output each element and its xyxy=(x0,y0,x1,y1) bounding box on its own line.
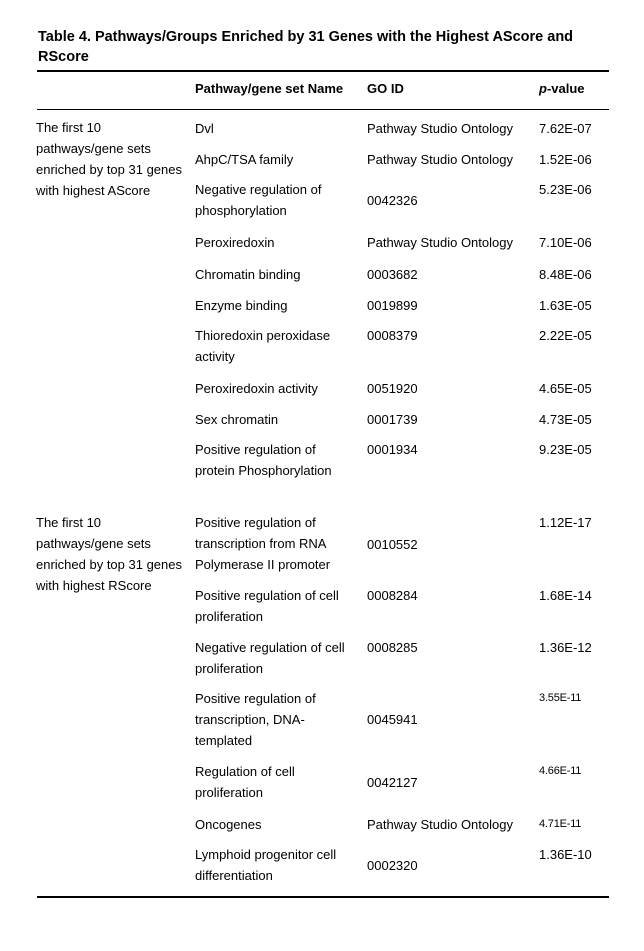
table-row-go-id: 0008285 xyxy=(367,640,418,655)
table-row-p-value: 1.63E-05 xyxy=(539,298,592,313)
table-row-name: Lymphoid progenitor cell differentiation xyxy=(195,847,337,883)
header-rule xyxy=(37,109,609,110)
table-row-name: Peroxiredoxin activity xyxy=(195,381,318,396)
table-row-p-value: 1.36E-12 xyxy=(539,640,592,655)
table-row-name: Peroxiredoxin xyxy=(195,235,275,250)
table-row-name: Positive regulation of cell proliferation xyxy=(195,588,339,624)
table-row-go-id: 0008379 xyxy=(367,328,418,343)
table-row-go-id: 0042127 xyxy=(367,775,418,790)
table-row-p-value: 4.73E-05 xyxy=(539,412,592,427)
table-row-name: Positive regulation of transcription from RNA Polymerase II promoter xyxy=(195,515,331,572)
table-row-name: Regulation of cell proliferation xyxy=(195,764,295,800)
header-p-suffix: -value xyxy=(546,81,585,96)
table-row-go-id: 0001934 xyxy=(367,442,418,457)
table-row-p-value: 8.48E-06 xyxy=(539,267,592,282)
header-p-value xyxy=(539,80,585,98)
table-row-go-id: 0010552 xyxy=(367,537,418,552)
table-row-p-value: 4.71E-11 xyxy=(539,818,582,830)
table-row-go-id: Pathway Studio Ontology xyxy=(367,152,513,167)
table-row-name: Oncogenes xyxy=(195,817,262,832)
table-row-name: AhpC/TSA family xyxy=(195,152,294,167)
table-row-name: Positive regulation of protein Phosphorylation xyxy=(195,442,332,478)
table-row-go-id: Pathway Studio Ontology xyxy=(367,121,513,136)
table-row-name: Sex chromatin xyxy=(195,412,279,427)
table-row-name: Negative regulation of phosphorylation xyxy=(195,182,322,218)
table-caption: Table 4. Pathways/Groups Enriched by 31 Genes with the Highest AScore and RScore xyxy=(38,29,574,65)
group-label-ascore: The first 10 pathways/gene sets enriched by top 31 genes with highest AScore xyxy=(36,120,182,198)
header-go-id: GO ID xyxy=(367,81,404,96)
table-row-name: Chromatin binding xyxy=(195,267,301,282)
table-row-p-value: 4.65E-05 xyxy=(539,381,592,396)
table-row-p-value: 1.68E-14 xyxy=(539,588,592,603)
table-row-p-value: 7.10E-06 xyxy=(539,235,592,250)
table-row-name: Negative regulation of cell proliferation xyxy=(195,640,345,676)
table-row-name: Dvl xyxy=(195,121,214,136)
table-row-go-id: Pathway Studio Ontology xyxy=(367,235,513,250)
table-row-p-value: 3.55E-11 xyxy=(539,692,582,704)
table-row-p-value: 2.22E-05 xyxy=(539,328,592,343)
table-row-p-value: 5.23E-06 xyxy=(539,182,592,197)
table-row-name: Positive regulation of transcription, DNA-templated xyxy=(195,691,316,748)
table-row-go-id: 0008284 xyxy=(367,588,418,603)
table-row-go-id: 0019899 xyxy=(367,298,418,313)
table-row-p-value: 9.23E-05 xyxy=(539,442,592,457)
table-row-go-id: 0003682 xyxy=(367,267,418,282)
header-pathway-name: Pathway/gene set Name xyxy=(195,81,344,96)
table-row-go-id: 0001739 xyxy=(367,412,418,427)
table-row-p-value: 4.66E-11 xyxy=(539,765,582,777)
table-row-go-id: 0002320 xyxy=(367,858,418,873)
table-row-go-id: 0042326 xyxy=(367,193,418,208)
table-row-p-value: 1.52E-06 xyxy=(539,152,592,167)
table-row-name: Enzyme binding xyxy=(195,298,288,313)
header-p-italic: p xyxy=(539,81,547,96)
table-row-go-id: 0045941 xyxy=(367,712,418,727)
table-row-name: Thioredoxin peroxidase activity xyxy=(195,328,331,364)
group-label-rscore: The first 10 pathways/gene sets enriched by top 31 genes with highest RScore xyxy=(36,515,182,593)
bottom-rule xyxy=(37,896,609,898)
table-row-p-value: 1.36E-10 xyxy=(539,847,592,862)
table-row-go-id: 0051920 xyxy=(367,381,418,396)
table-row-p-value: 1.12E-17 xyxy=(539,515,592,530)
table-row-p-value: 7.62E-07 xyxy=(539,121,592,136)
table-row-go-id: Pathway Studio Ontology xyxy=(367,817,513,832)
top-rule xyxy=(37,70,609,72)
